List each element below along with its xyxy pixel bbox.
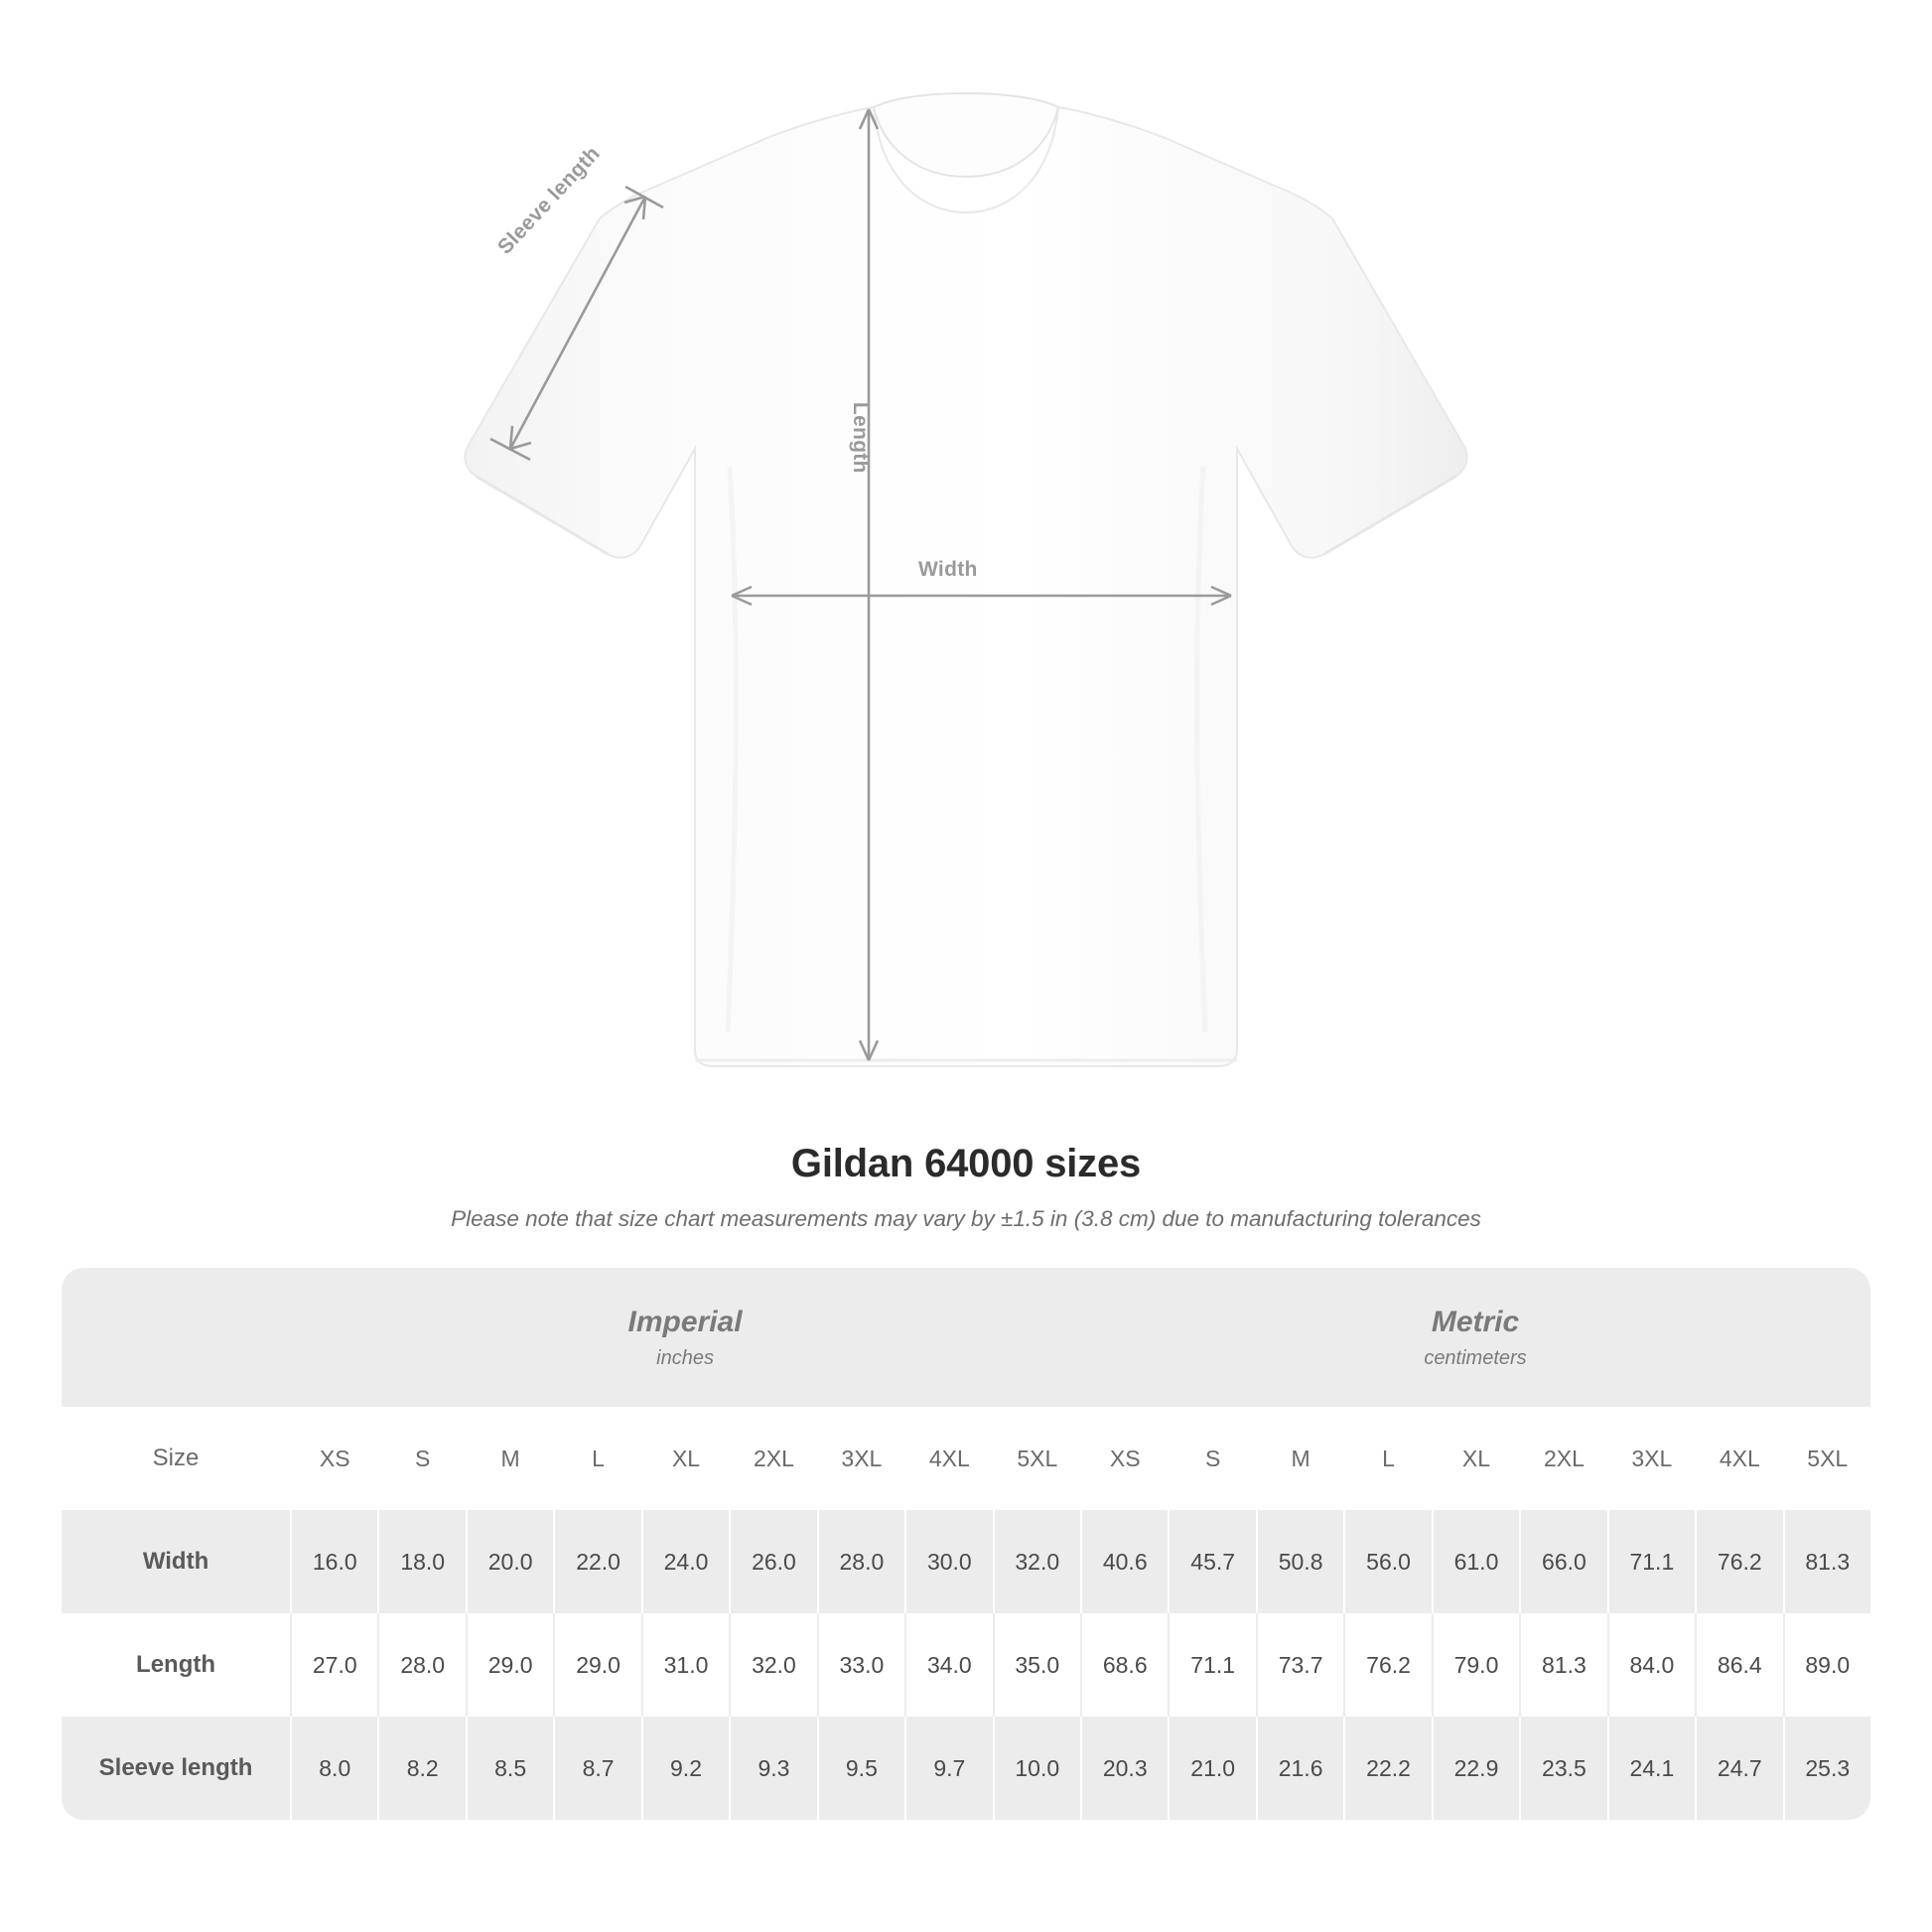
table-cell: 16.0 — [290, 1510, 377, 1613]
size-header-cell: S — [1168, 1407, 1255, 1510]
table-cell: 86.4 — [1695, 1613, 1782, 1717]
table-cell: 61.0 — [1432, 1510, 1519, 1613]
table-cell: 24.0 — [641, 1510, 729, 1613]
unit-group-metric-sub: centimeters — [1424, 1346, 1527, 1369]
sleeve-length-dimension-label: Sleeve length — [493, 142, 605, 259]
table-cell: 50.8 — [1256, 1510, 1343, 1613]
unit-row-corner — [62, 1268, 290, 1407]
size-header-cell: 2XL — [729, 1407, 816, 1510]
size-header-cell: L — [1343, 1407, 1431, 1510]
row-label-sleeve-length: Sleeve length — [62, 1717, 290, 1820]
table-row — [62, 1613, 1870, 1717]
table-cell: 84.0 — [1607, 1613, 1695, 1717]
table-cell: 23.5 — [1519, 1717, 1606, 1820]
table-cell: 18.0 — [377, 1510, 465, 1613]
table-cell: 66.0 — [1519, 1510, 1606, 1613]
table-cell: 22.0 — [553, 1510, 640, 1613]
table-cell: 8.2 — [377, 1717, 465, 1820]
table-cell: 30.0 — [904, 1510, 992, 1613]
table-cell: 79.0 — [1432, 1613, 1519, 1717]
size-header-cell: 3XL — [817, 1407, 904, 1510]
size-header-cell: 4XL — [904, 1407, 992, 1510]
tolerance-note: Please note that size chart measurements may vary by ±1.5 in (3.8 cm) due to manufacturing tolerances — [451, 1206, 1481, 1231]
size-header-cell: L — [553, 1407, 640, 1510]
page-title: Gildan 64000 sizes — [790, 1142, 1142, 1185]
size-header-label: Size — [62, 1407, 290, 1510]
table-cell: 68.6 — [1080, 1613, 1168, 1717]
size-header-cell: 3XL — [1607, 1407, 1695, 1510]
table-cell: 29.0 — [466, 1613, 553, 1717]
size-header-cell: XL — [1432, 1407, 1519, 1510]
unit-group-imperial — [290, 1268, 1080, 1407]
table-row — [62, 1717, 1870, 1820]
table-cell: 8.0 — [290, 1717, 377, 1820]
table-cell: 22.2 — [1343, 1717, 1431, 1820]
table-cell: 45.7 — [1168, 1510, 1255, 1613]
table-cell: 20.3 — [1080, 1717, 1168, 1820]
table-cell: 9.3 — [729, 1717, 816, 1820]
table-cell: 76.2 — [1343, 1613, 1431, 1717]
table-cell: 81.3 — [1519, 1613, 1606, 1717]
row-label-width: Width — [62, 1510, 290, 1613]
table-cell: 76.2 — [1695, 1510, 1782, 1613]
table-cell: 29.0 — [553, 1613, 640, 1717]
table-cell: 9.7 — [904, 1717, 992, 1820]
size-header-cell: XS — [1080, 1407, 1168, 1510]
table-cell: 71.1 — [1607, 1510, 1695, 1613]
size-header-cell: 4XL — [1695, 1407, 1782, 1510]
table-cell: 10.0 — [993, 1717, 1080, 1820]
table-cell: 33.0 — [817, 1613, 904, 1717]
size-header-cell: 5XL — [1783, 1407, 1870, 1510]
table-cell: 21.0 — [1168, 1717, 1255, 1820]
table-cell: 35.0 — [993, 1613, 1080, 1717]
length-dimension-label: Length — [849, 402, 872, 474]
size-header-cell: 2XL — [1519, 1407, 1606, 1510]
table-cell: 8.5 — [466, 1717, 553, 1820]
size-header-cell: XL — [641, 1407, 729, 1510]
unit-group-metric — [1080, 1268, 1870, 1407]
table-cell: 73.7 — [1256, 1613, 1343, 1717]
table-cell: 28.0 — [817, 1510, 904, 1613]
table-cell: 9.5 — [817, 1717, 904, 1820]
table-cell: 26.0 — [729, 1510, 816, 1613]
table-cell: 8.7 — [553, 1717, 640, 1820]
table-row — [62, 1510, 1870, 1613]
unit-group-metric-name: Metric — [1431, 1305, 1520, 1338]
table-cell: 22.9 — [1432, 1717, 1519, 1820]
size-header-cell: M — [466, 1407, 553, 1510]
size-table-wrapper — [62, 1268, 1870, 1820]
table-cell: 32.0 — [729, 1613, 816, 1717]
size-header-cell: XS — [290, 1407, 377, 1510]
table-cell: 32.0 — [993, 1510, 1080, 1613]
table-cell: 81.3 — [1783, 1510, 1870, 1613]
size-table — [62, 1268, 1870, 1820]
width-dimension-label: Width — [918, 558, 978, 581]
table-cell: 34.0 — [904, 1613, 992, 1717]
unit-group-imperial-name: Imperial — [627, 1305, 743, 1338]
table-cell: 89.0 — [1783, 1613, 1870, 1717]
table-cell: 40.6 — [1080, 1510, 1168, 1613]
table-cell: 27.0 — [290, 1613, 377, 1717]
table-cell: 20.0 — [466, 1510, 553, 1613]
unit-header-row — [62, 1268, 1870, 1407]
table-cell: 24.1 — [1607, 1717, 1695, 1820]
table-cell: 9.2 — [641, 1717, 729, 1820]
table-cell: 21.6 — [1256, 1717, 1343, 1820]
row-label-length: Length — [62, 1613, 290, 1717]
table-cell: 56.0 — [1343, 1510, 1431, 1613]
size-header-row — [62, 1407, 1870, 1510]
title-block — [0, 1142, 1932, 1232]
size-header-cell: 5XL — [993, 1407, 1080, 1510]
table-cell: 25.3 — [1783, 1717, 1870, 1820]
unit-group-imperial-sub: inches — [656, 1346, 714, 1369]
table-cell: 71.1 — [1168, 1613, 1255, 1717]
size-header-cell: M — [1256, 1407, 1343, 1510]
size-header-cell: S — [377, 1407, 465, 1510]
table-cell: 24.7 — [1695, 1717, 1782, 1820]
table-cell: 28.0 — [377, 1613, 465, 1717]
table-cell: 31.0 — [641, 1613, 729, 1717]
